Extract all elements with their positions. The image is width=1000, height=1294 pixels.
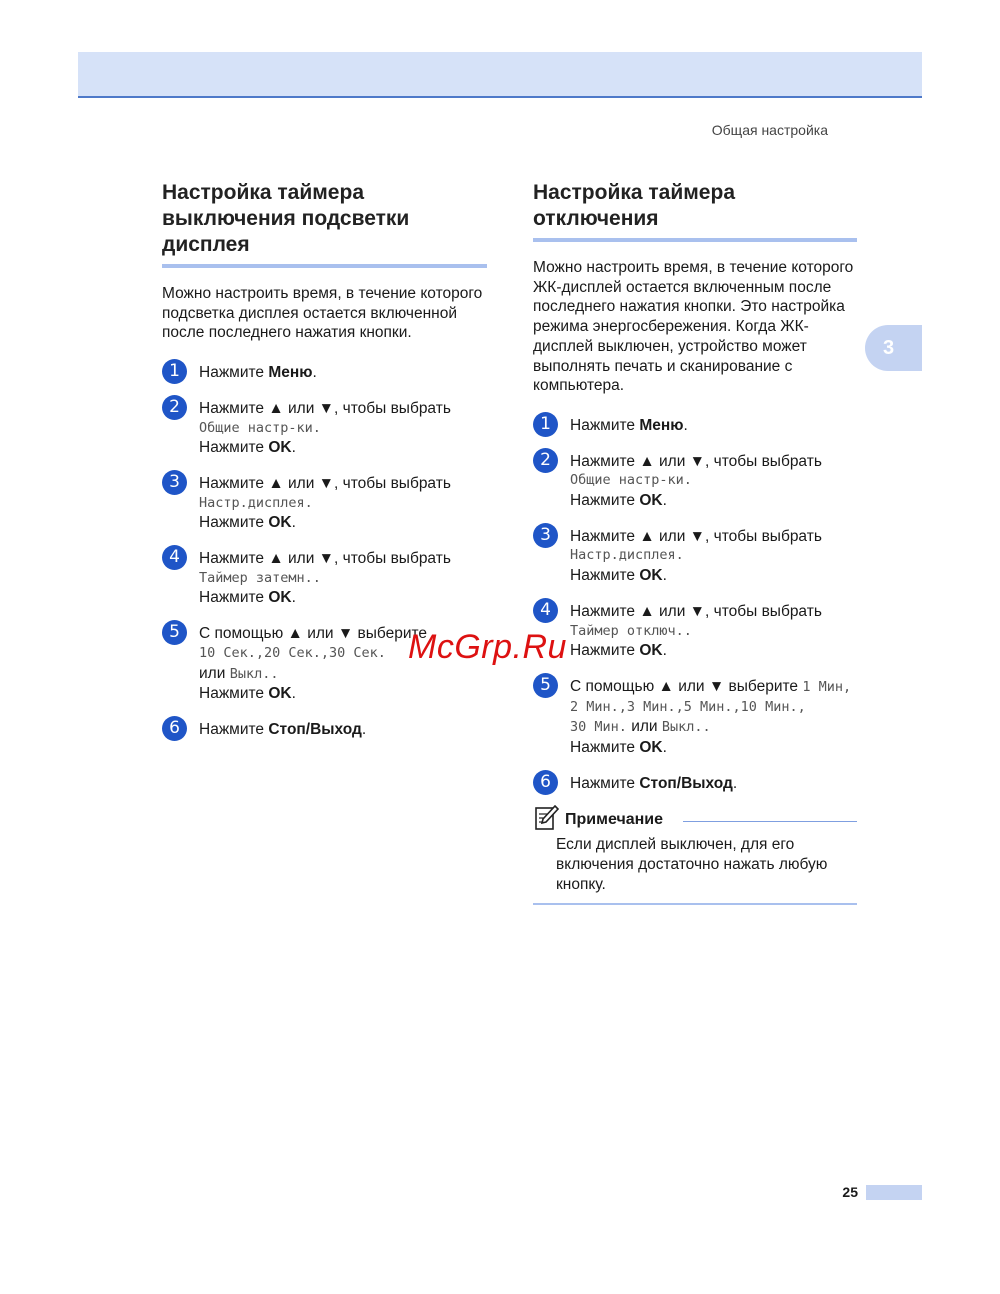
step-4: 4 Нажмите ▲ или ▼, чтобы выбрать Таймер отключ.. Нажмите OK. [533,602,857,661]
note-header [533,809,857,833]
step-6: 6 Нажмите Стоп/Выход. [162,720,487,740]
chapter-tab: 3 [865,325,922,371]
note-title: Примечание [565,811,671,829]
steps-list [162,363,487,740]
section-title-backlight: Настройка таймера выключения подсветки дисплея [162,180,487,268]
step-3: 3 Нажмите ▲ или ▼, чтобы выбрать Настр.дисплея. Нажмите OK. [533,527,857,586]
step-number: 5 [162,620,187,645]
step-4: 4 Нажмите ▲ или ▼, чтобы выбрать Таймер затемн.. Нажмите OK. [162,549,487,608]
step-6: 6 Нажмите Стоп/Выход. [533,774,857,794]
note-body: Если дисплей выключен, для его включения достаточно нажать любую кнопку. [533,835,857,904]
steps-list [533,413,857,794]
section-title-sleep: Настройка таймера отключения [533,180,857,242]
step-1: 1 Нажмите Меню. [162,363,487,383]
step-number: 5 [533,673,558,698]
left-column [162,180,487,756]
step-2: 2 Нажмите ▲ или ▼, чтобы выбрать Общие настр-ки. Нажмите OK. [162,399,487,458]
step-5: 5 С помощью ▲ или ▼ выберите 10 Сек.,20 Сек.,30 Сек. или Выкл.. Нажмите OK. [162,624,487,704]
note-rule [683,821,857,822]
intro-paragraph: Можно настроить время, в течение которого ЖК-дисплей остается включенным после последнего нажатия кнопки. Это настройка режима энергосбережения. Когда ЖК-дисплей выключен, устройство может выполнять печать и сканирование с компьютера. [533,259,854,395]
step-number: 1 [533,412,558,437]
step-number: 2 [162,395,187,420]
intro-paragraph: Можно настроить время, в течение которого подсветка дисплея остается включенной после последнего нажатия кнопки. [162,285,483,342]
step-1: 1 Нажмите Меню. [533,416,857,436]
note-box [533,809,857,904]
note-pencil-icon [535,805,559,831]
step-number: 3 [162,470,187,495]
page-number: 25 [842,1184,858,1200]
step-number: 4 [533,598,558,623]
step-number: 3 [533,523,558,548]
step-number: 2 [533,448,558,473]
step-number: 1 [162,359,187,384]
page-number-bar [866,1185,922,1200]
running-header: Общая настройка [711,122,828,138]
right-column [533,180,857,905]
step-number: 6 [533,770,558,795]
step-3: 3 Нажмите ▲ или ▼, чтобы выбрать Настр.дисплея. Нажмите OK. [162,474,487,533]
step-number: 6 [162,716,187,741]
step-number: 4 [162,545,187,570]
watermark: McGrp.Ru [408,628,567,666]
header-band [78,52,922,98]
step-2: 2 Нажмите ▲ или ▼, чтобы выбрать Общие настр-ки. Нажмите OK. [533,452,857,511]
step-5: 5 С помощью ▲ или ▼ выберите 1 Мин, 2 Мин.,3 Мин.,5 Мин.,10 Мин., 30 Мин. или Выкл.. Нажмите OK. [533,677,857,758]
